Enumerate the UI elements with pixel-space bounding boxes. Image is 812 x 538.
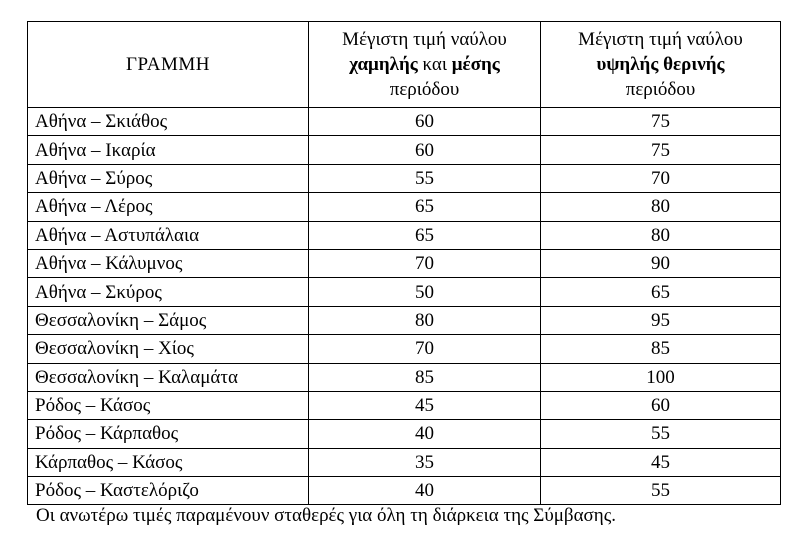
route-cell: Ρόδος – Κάρπαθος <box>28 420 309 448</box>
high-fare-cell: 90 <box>541 249 781 277</box>
table-row <box>28 249 781 277</box>
high-season-bold: υψηλής θερινής <box>596 54 725 75</box>
low-mid-fare-cell: 35 <box>309 448 541 476</box>
high-season-header-line2 <box>541 52 780 77</box>
high-fare-cell: 65 <box>541 278 781 306</box>
table-row <box>28 221 781 249</box>
low-mid-fare-cell: 70 <box>309 249 541 277</box>
table-row <box>28 420 781 448</box>
route-cell: Θεσσαλονίκη – Καλαμάτα <box>28 363 309 391</box>
high-season-header-line1: Μέγιστη τιμή ναύλου <box>578 29 743 50</box>
route-cell: Αθήνα – Ικαρία <box>28 136 309 164</box>
table-header-row <box>28 22 781 108</box>
route-cell: Ρόδος – Κάσος <box>28 391 309 419</box>
route-cell: Αθήνα – Κάλυμνος <box>28 249 309 277</box>
high-fare-cell: 55 <box>541 477 781 505</box>
fare-table <box>27 21 781 505</box>
low-season-bold-low: χαμηλής <box>349 54 418 75</box>
route-cell: Κάρπαθος – Κάσος <box>28 448 309 476</box>
route-cell: Αθήνα – Σύρος <box>28 164 309 192</box>
high-fare-cell: 80 <box>541 193 781 221</box>
route-cell: Αθήνα – Σκιάθος <box>28 108 309 136</box>
high-fare-cell: 55 <box>541 420 781 448</box>
table-row <box>28 391 781 419</box>
high-fare-cell: 75 <box>541 136 781 164</box>
table-row <box>28 193 781 221</box>
low-mid-fare-cell: 60 <box>309 108 541 136</box>
route-cell: Αθήνα – Σκύρος <box>28 278 309 306</box>
high-fare-cell: 95 <box>541 306 781 334</box>
table-row <box>28 363 781 391</box>
table-row <box>28 477 781 505</box>
low-season-header-line3: περιόδου <box>389 79 460 100</box>
low-season-connector: και <box>417 54 452 75</box>
table-row <box>28 306 781 334</box>
table-row <box>28 278 781 306</box>
low-mid-fare-cell: 40 <box>309 477 541 505</box>
low-mid-fare-cell: 65 <box>309 193 541 221</box>
high-fare-cell: 85 <box>541 335 781 363</box>
low-mid-fare-cell: 85 <box>309 363 541 391</box>
low-season-header-line2 <box>309 52 540 77</box>
route-column-label: ΓΡΑΜΜΗ <box>125 54 211 75</box>
high-fare-cell: 45 <box>541 448 781 476</box>
table-row <box>28 136 781 164</box>
route-cell: Ρόδος – Καστελόριζο <box>28 477 309 505</box>
low-mid-fare-cell: 70 <box>309 335 541 363</box>
high-fare-cell: 80 <box>541 221 781 249</box>
low-mid-fare-cell: 65 <box>309 221 541 249</box>
table-row <box>28 335 781 363</box>
low-season-bold-mid: μέσης <box>451 54 500 75</box>
table-row <box>28 108 781 136</box>
route-cell: Αθήνα – Αστυπάλαια <box>28 221 309 249</box>
route-cell: Θεσσαλονίκη – Σάμος <box>28 306 309 334</box>
route-column-header <box>28 22 309 108</box>
low-mid-fare-cell: 55 <box>309 164 541 192</box>
high-season-header-line3: περιόδου <box>625 79 696 100</box>
high-fare-cell: 60 <box>541 391 781 419</box>
high-fare-cell: 75 <box>541 108 781 136</box>
low-mid-fare-cell: 45 <box>309 391 541 419</box>
footnote: Οι ανωτέρω τιμές παραμένουν σταθερές για όλη τη διάρκεια της Σύμβασης. <box>36 505 617 526</box>
fare-table-body <box>28 108 781 505</box>
low-season-column-header <box>309 22 541 108</box>
route-cell: Αθήνα – Λέρος <box>28 193 309 221</box>
table-row <box>28 448 781 476</box>
low-mid-fare-cell: 50 <box>309 278 541 306</box>
low-season-header-line1: Μέγιστη τιμή ναύλου <box>342 29 507 50</box>
high-season-column-header <box>541 22 781 108</box>
table-row <box>28 164 781 192</box>
high-fare-cell: 70 <box>541 164 781 192</box>
high-fare-cell: 100 <box>541 363 781 391</box>
low-mid-fare-cell: 40 <box>309 420 541 448</box>
route-cell: Θεσσαλονίκη – Χίος <box>28 335 309 363</box>
low-mid-fare-cell: 80 <box>309 306 541 334</box>
low-mid-fare-cell: 60 <box>309 136 541 164</box>
